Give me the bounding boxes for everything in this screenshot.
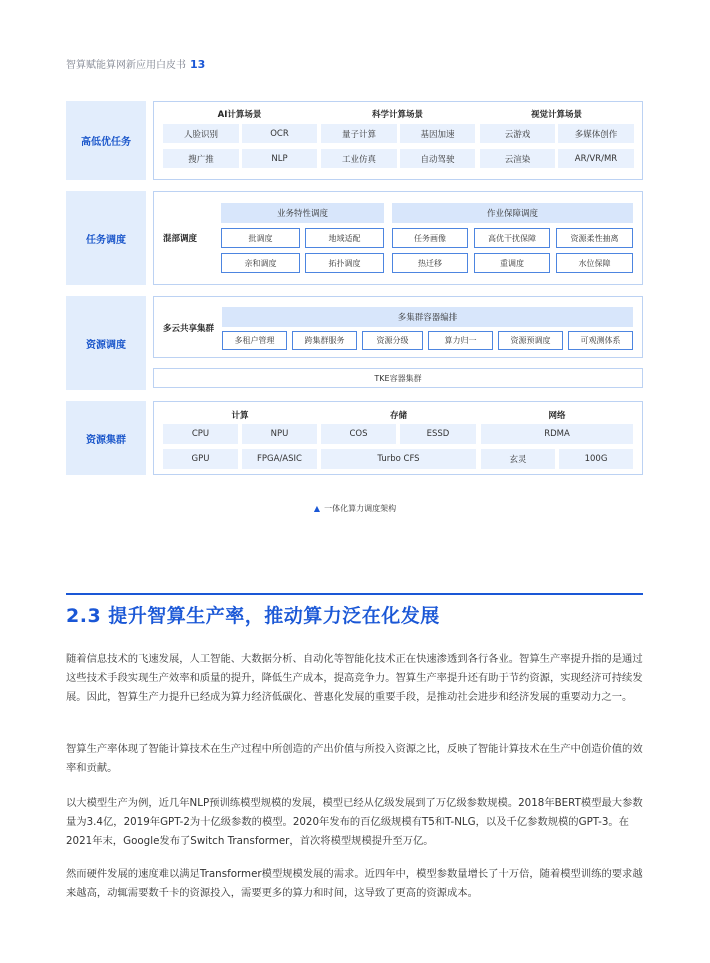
scenario-cell: 多媒体创作 (558, 124, 634, 143)
resource-cell: 多租户管理 (222, 331, 287, 350)
scheduling-cell: 拓扑调度 (305, 253, 384, 273)
ai-scenario-title: AI计算场景 (217, 110, 262, 120)
scheduling-cell: 任务画像 (392, 228, 468, 248)
scheduling-cell: 地域适配 (305, 228, 384, 248)
tke-cluster: TKE容器集群 (153, 368, 643, 388)
job-guarantee-header: 作业保障调度 (392, 203, 633, 223)
page-header (66, 56, 205, 71)
scenario-cell: 量子计算 (321, 124, 397, 143)
caption-text: 一体化算力调度架构 (324, 504, 397, 513)
science-scenario-title: 科学计算场景 (371, 110, 423, 120)
section-divider (66, 593, 643, 595)
paragraph-3: 以大模型生产为例，近几年NLP预训练模型规模的发展，模型已经从亿级发展到了万亿级参数规模。2018年BERT模型最大参数量为3.4亿，2019年GPT-2为十亿级参数的模型。2020年发布的百亿级规模有T5和T-NLG，以及千亿参数规模的GPT-3。在2021年末，Google发布了Switch Transformer，首次将模型规模提升至万亿。 (66, 797, 643, 847)
scheduling-cell: 亲和调度 (221, 253, 300, 273)
scheduling-cell: 批调度 (221, 228, 300, 248)
scheduling-cell: 资源柔性抽离 (556, 228, 633, 248)
scenario-cell: NLP (242, 149, 317, 168)
scenario-cell: OCR (242, 124, 317, 143)
row-label-resource-scheduling: 资源调度 (66, 296, 146, 390)
hardware-cell: ESSD (400, 424, 476, 444)
paragraph-2: 智算生产率体现了智能计算技术在生产过程中所创造的产出价值与所投入资源之比，反映了智能计算技术在生产中创造价值的效率和贡献。 (66, 743, 643, 774)
hardware-cell: 100G (559, 449, 633, 469)
resource-cell: 可观测体系 (568, 331, 633, 350)
business-scheduling-header: 业务特性调度 (221, 203, 384, 223)
paragraph-4: 然而硬件发展的速度难以满足Transformer模型规模发展的需求。近四年中，模型参数量增长了十万倍，随着模型训练的要求越来越高，动辄需要数千卡的资源投入，需要更多的算力和时间，这导致了更高的资源成本。 (66, 868, 643, 899)
scenario-cell: 工业仿真 (321, 149, 397, 168)
scheduling-cell: 热迁移 (392, 253, 468, 273)
resource-cell: 跨集群服务 (292, 331, 357, 350)
figure-caption (0, 503, 710, 514)
section-title: 2.3 提升智算生产率，推动算力泛在化发展 (66, 605, 440, 627)
scheduling-cell: 重调度 (474, 253, 550, 273)
hardware-cell: NPU (242, 424, 317, 444)
hardware-cell: RDMA (481, 424, 633, 444)
vision-scenario-title: 视觉计算场景 (530, 110, 582, 120)
paragraph-1: 随着信息技术的飞速发展，人工智能、大数据分析、自动化等智能化技术正在快速渗透到各行各业。智算生产率提升指的是通过这些技术手段实现生产效率和质量的提升，降低生产成本，提高竞争力。智算生产率提升还有助于节约资源，实现经济可持续发展。因此，智算生产力提升已经成为算力经济低碳化、普惠化发展的重要手段，是推动社会进步和经济发展的重要动力之一。 (66, 653, 643, 703)
scenario-cell: 人脸识别 (163, 124, 239, 143)
scenario-cell: AR/VR/MR (558, 149, 634, 168)
network-title: 网络 (548, 411, 566, 421)
compute-title: 计算 (231, 411, 249, 421)
hardware-cell: COS (321, 424, 396, 444)
page-number: 13 (190, 58, 206, 71)
mixed-scheduling-label: 混部调度 (163, 234, 198, 244)
scenario-cell: 基因加速 (400, 124, 475, 143)
resource-cell: 资源分级 (362, 331, 423, 350)
storage-title: 存储 (389, 411, 407, 421)
scenario-cell: 搜广推 (163, 149, 239, 168)
resource-cell: 资源预调度 (498, 331, 563, 350)
scenario-cell: 云游戏 (480, 124, 555, 143)
scheduling-cell: 高优干扰保障 (474, 228, 550, 248)
header-title: 智算赋能算网新应用白皮书 (66, 60, 186, 71)
orchestration-header: 多集群容器编排 (222, 307, 633, 327)
multi-cloud-cluster-label: 多云共享集群 (163, 324, 215, 334)
scenario-cell: 自动驾驶 (400, 149, 475, 168)
triangle-icon: ▲ (313, 504, 321, 513)
row-label-task-scheduling: 任务调度 (66, 191, 146, 285)
row-label-resource-cluster: 资源集群 (66, 401, 146, 475)
hardware-cell: GPU (163, 449, 238, 469)
resource-cell: 算力归一 (428, 331, 493, 350)
hardware-cell: FPGA/ASIC (242, 449, 317, 469)
hardware-cell: Turbo CFS (321, 449, 476, 469)
row-label-priority: 高低优任务 (66, 101, 146, 180)
scheduling-cell: 水位保障 (556, 253, 633, 273)
hardware-cell: CPU (163, 424, 238, 444)
hardware-cell: 玄灵 (481, 449, 555, 469)
scenario-cell: 云渲染 (480, 149, 555, 168)
